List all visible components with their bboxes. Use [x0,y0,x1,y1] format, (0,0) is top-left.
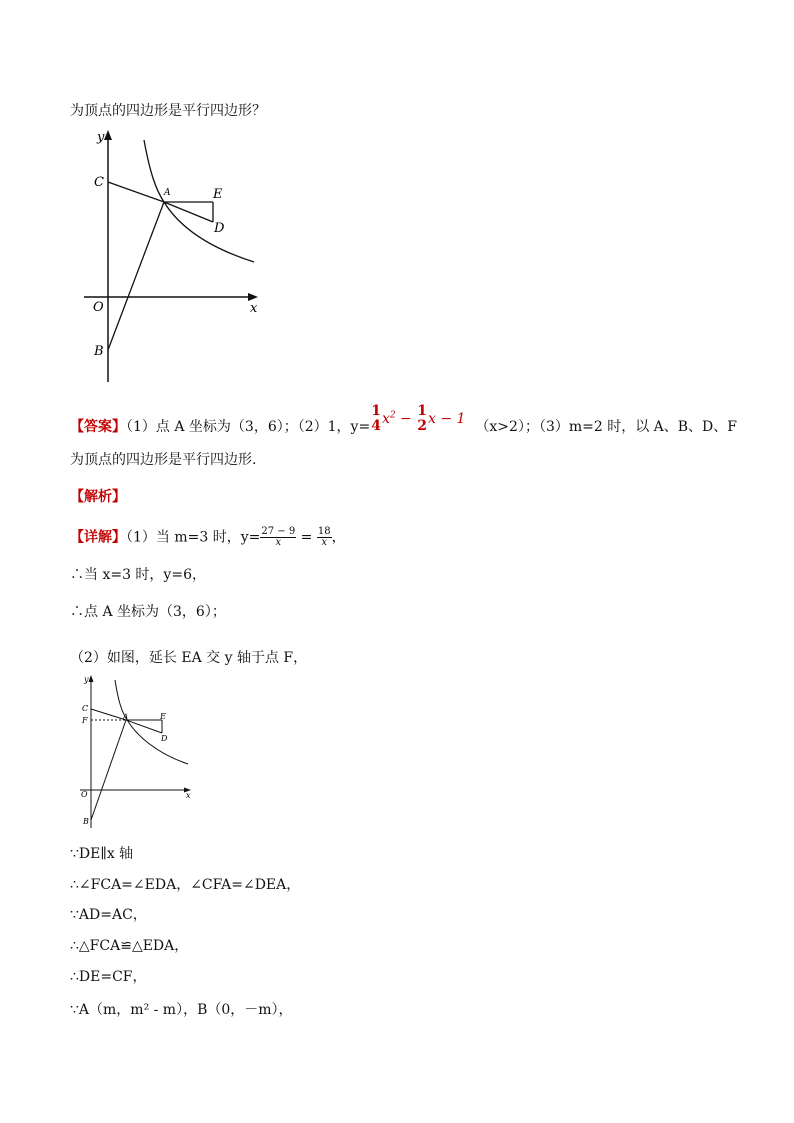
detail-part1: （1）当 m=3 时，y= [126,529,261,546]
label-x: x [250,301,258,316]
line-2: ∴点 A 坐标为（3，6）； [70,604,226,620]
line-1: ∴当 x=3 时，y=6， [70,567,206,583]
y-axis-arrow [89,675,94,682]
answer-line-2: 为顶点的四边形是平行四边形. [70,452,257,468]
figure-2-coordinate-graph [78,674,198,832]
detail-tag: 【详解】 [70,529,126,546]
answer-x2: $x^2$ − [381,410,412,427]
label-D: D [161,734,168,743]
line-8: ∴DE=CF， [70,969,147,985]
detail-frac1: $\frac{27 - 9}{x}$ [261,526,296,548]
label-x: x [186,791,191,800]
label-B: B [83,817,89,826]
label-B: B [94,344,104,359]
line-5: ∴∠FCA=∠EDA，∠CFA=∠DEA， [70,877,301,893]
x-axis-arrow [248,293,258,301]
line-3: （2）如图，延长 EA 交 y 轴于点 F， [70,650,308,666]
line-4: ∵DE∥x 轴 [70,846,134,862]
label-D: D [214,221,225,236]
segment-AB [108,202,164,350]
answer-line [70,403,737,442]
label-A: A [123,713,129,721]
label-O: O [81,790,88,799]
label-O: O [93,300,104,315]
label-F: F [82,716,88,725]
detail-line [70,527,346,548]
detail-eq: = [300,529,313,546]
line-6: ∵AD=AC， [70,907,147,923]
label-C: C [94,175,104,190]
answer-frac1: 1 4 [371,403,381,434]
answer-tag: 【答案】 [70,419,126,435]
label-y: y [97,130,105,145]
line-7: ∴△FCA≌△EDA， [70,938,189,954]
label-E: E [160,712,166,721]
segment-AB [91,720,126,820]
answer-frac2: 1 2 [417,403,427,434]
hyperbola-curve [115,680,188,764]
analysis-tag: 【解析】 [70,489,126,505]
y-axis-arrow [104,130,112,140]
label-E: E [213,187,223,202]
figure-1-coordinate-graph [80,128,280,390]
answer-condition: （x>2）；（3）m=2 时，以 A、B、D、F [475,419,737,435]
detail-frac2: $\frac{18}{x}$ [317,526,331,548]
segment-CA [91,709,129,721]
detail-comma: ， [331,529,346,546]
answer-part1: （1）点 A 坐标为（3，6）；（2）1，y= [126,419,371,435]
label-y: y [84,675,89,684]
line-9: ∵A（m，m² - m），B（0，－m）， [70,1002,293,1018]
label-C: C [82,704,89,713]
label-A: A [164,188,171,198]
answer-tail-expr: x − 1 [427,411,466,427]
intro-line: 为顶点的四边形是平行四边形？ [70,103,266,119]
